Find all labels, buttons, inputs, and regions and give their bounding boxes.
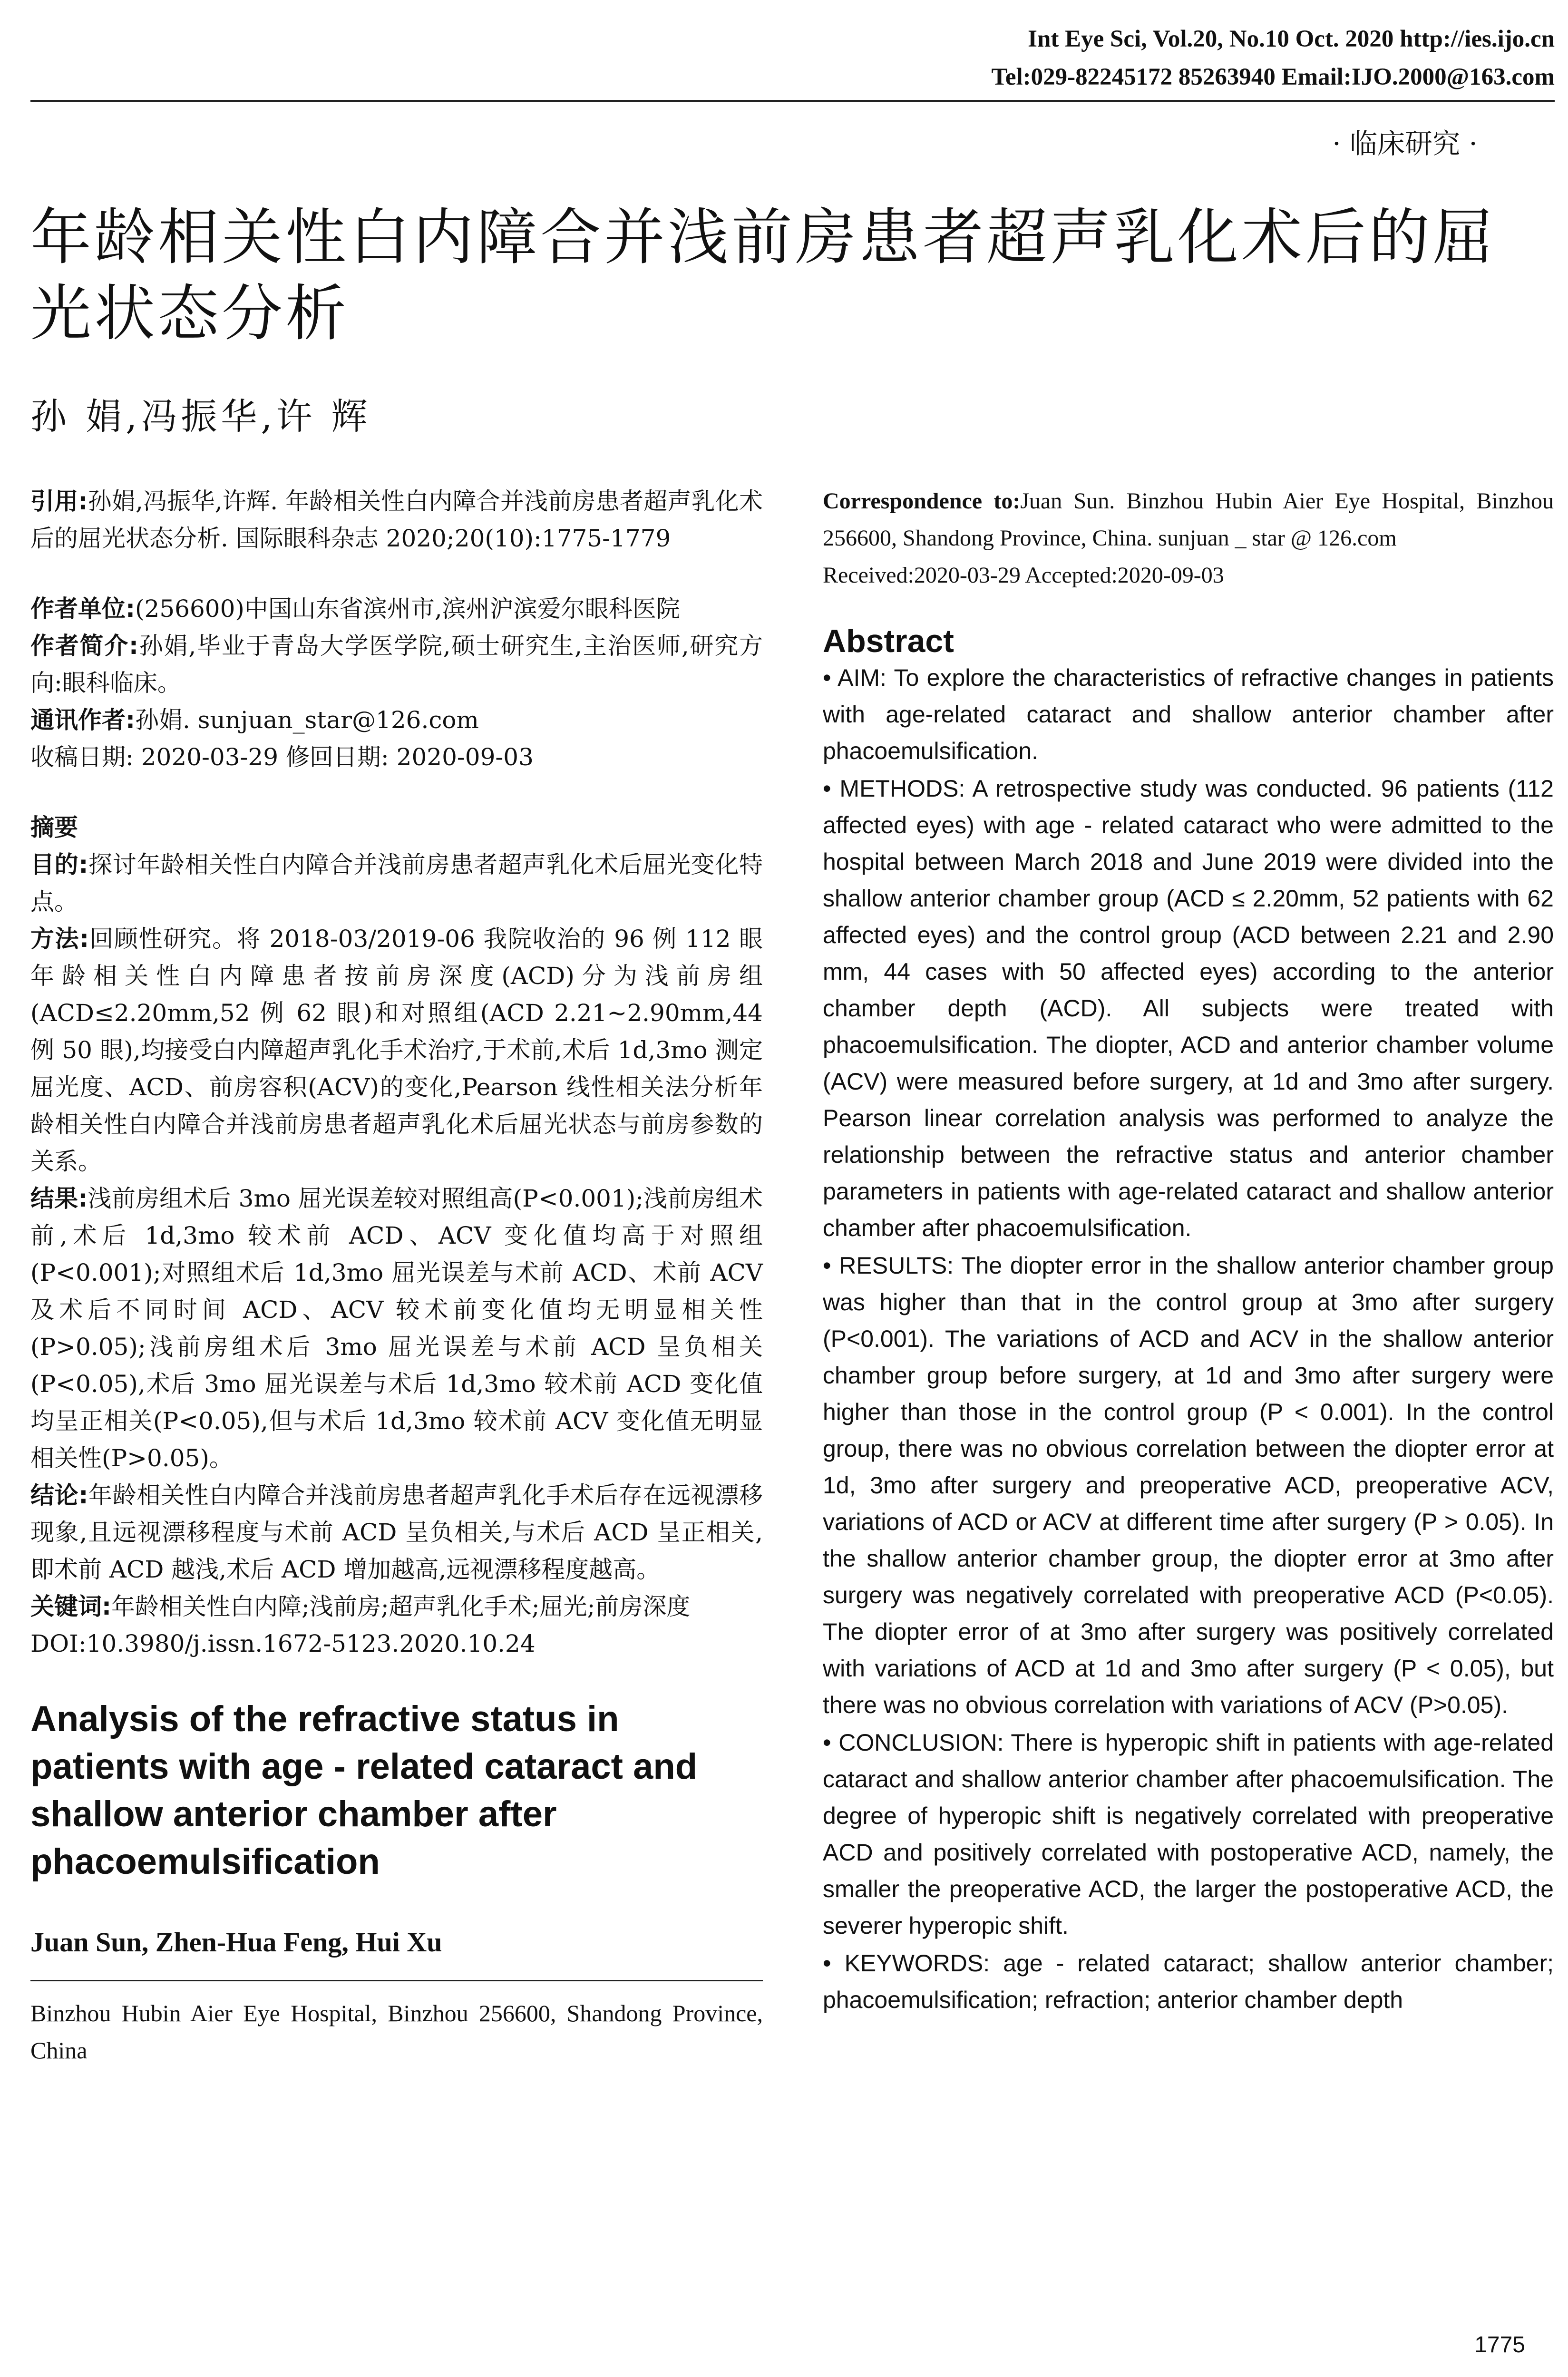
- keywords-cn-label: 关键词:: [30, 1593, 111, 1620]
- author-bio: [30, 627, 763, 701]
- journal-header: [991, 20, 1555, 96]
- right-column: [823, 483, 1554, 2019]
- journal-header-line1: Int Eye Sci, Vol.20, No.10 Oct. 2020 http://ies.ijo.cn: [1028, 26, 1555, 52]
- received-revised-dates: 收稿日期: 2020-03-29 修回日期: 2020-09-03: [30, 743, 534, 771]
- affiliation-en: Binzhou Hubin Aier Eye Hospital, Binzhou 256600, Shandong Province, China: [30, 2000, 763, 2064]
- authors-cn: 孙 娟,冯振华,许 辉: [30, 395, 371, 438]
- abstract-heading-en: Abstract: [823, 623, 954, 659]
- received-accepted-dates: Received:2020-03-29 Accepted:2020-09-03: [823, 563, 1224, 588]
- methods-cn: [30, 920, 763, 1180]
- corresponding-author-text: 孙娟. sunjuan_star@126.com: [135, 706, 479, 734]
- left-column: [30, 483, 763, 2069]
- author-bio-text: 孙娟,毕业于青岛大学医学院,硕士研究生,主治医师,研究方向:眼科临床。: [30, 632, 763, 697]
- corresponding-author: [30, 701, 763, 739]
- header-rule: [30, 100, 1555, 102]
- aim-cn: [30, 846, 763, 920]
- corresponding-author-label: 通讯作者:: [30, 706, 135, 734]
- abstract-en: [823, 660, 1554, 2018]
- aim-en: • AIM: To explore the characteristics of refractive changes in patients with age-related cataract and shallow anterior chamber after phacoemulsification.: [823, 664, 1554, 764]
- aim-cn-label: 目的:: [30, 851, 88, 878]
- keywords-en: • KEYWORDS: age - related cataract; shallow anterior chamber; phacoemulsification; refraction; anterior chamber depth: [823, 1950, 1554, 2013]
- citation-label: 引用:: [30, 487, 88, 515]
- doi: DOI:10.3980/j.issn.1672-5123.2020.10.24: [30, 1630, 536, 1657]
- methods-cn-text: 回顾性研究。将 2018-03/2019-06 我院收治的 96 例 112 眼年龄相关性白内障患者按前房深度(ACD)分为浅前房组(ACD≤2.20mm,52 例 62 眼)和对照组(ACD 2.21~2.90mm,44 例 50 眼),均接受白内障超声乳化手术治疗,于术前,术后 1d,3mo 测定屈光度、ACD、前房容积(ACV)的变化,Pearson 线性相关法分析年龄相关性白内障合并浅前房患者超声乳化术后屈光状态与前房参数的关系。: [30, 925, 763, 1175]
- abstract-heading-cn: 摘要: [30, 814, 78, 841]
- correspondence-en: [823, 483, 1554, 557]
- results-cn: [30, 1180, 763, 1477]
- conclusion-cn-text: 年龄相关性白内障合并浅前房患者超声乳化手术后存在远视漂移现象,且远视漂移程度与术前 ACD 呈负相关,与术后 ACD 呈正相关,即术前 ACD 越浅,术后 ACD 增加越高,远视漂移程度越高。: [30, 1481, 763, 1583]
- conclusion-cn-label: 结论:: [30, 1481, 88, 1509]
- correspondence-en-label: Correspondence to:: [823, 488, 1021, 514]
- methods-en: • METHODS: A retrospective study was conducted. 96 patients (112 affected eyes) with age - related cataract who were admitted to the hospital between March 2018 and June 2019 were divided into the shallow anterior chamber group (ACD ≤ 2.20mm, 52 patients with 62 affected eyes) and the control group (ACD between 2.21 and 2.90 mm, 44 cases with 50 affected eyes) according to the anterior chamber depth (ACD). All subjects were treated with phacoemulsification. The diopter, ACD and anterior chamber volume (ACV) were measured before surgery, at 1d and 3mo after surgery. Pearson linear correlation analysis was performed to analyze the relationship between the refractive status and anterior chamber parameters in patients with age-related cataract and shallow anterior chamber after phacoemulsification.: [823, 775, 1554, 1241]
- authors-en: Juan Sun, Zhen-Hua Feng, Hui Xu: [30, 1927, 442, 1958]
- results-cn-text: 浅前房组术后 3mo 屈光误差较对照组高(P<0.001);浅前房组术前,术后 1d,3mo 较术前 ACD、ACV 变化值均高于对照组(P<0.001);对照组术后 1d,3mo 屈光误差与术前 ACD、术前 ACV 及术后不同时间 ACD、ACV 较术前变化值均无明显相关性(P>0.05);浅前房组术后 3mo 屈光误差与术前 ACD 呈负相关(P<0.05),术后 3mo 屈光误差与术后 1d,3mo 较术前 ACD 变化值均呈正相关(P<0.05),但与术后 1d,3mo 较术前 ACV 变化值无明显相关性(P>0.05)。: [30, 1185, 763, 1472]
- conclusion-en: • CONCLUSION: There is hyperopic shift in patients with age-related cataract and shallow anterior chamber after phacoemulsification. The degree of hyperopic shift is negatively correlated with preoperative ACD and positively correlated with postoperative ACD, namely, the smaller the preoperative ACD, the larger the postoperative ACD, the severer hyperopic shift.: [823, 1729, 1554, 1939]
- aim-cn-text: 探讨年龄相关性白内障合并浅前房患者超声乳化术后屈光变化特点。: [30, 851, 763, 916]
- section-label: · 临床研究 ·: [1332, 127, 1478, 160]
- citation-text: 孙娟,冯振华,许辉. 年龄相关性白内障合并浅前房患者超声乳化术后的屈光状态分析. 国际眼科杂志 2020;20(10):1775-1779: [30, 487, 763, 552]
- conclusion-cn: [30, 1477, 763, 1588]
- journal-header-line2: Tel:029-82245172 85263940 Email:IJO.2000@163.com: [991, 64, 1555, 90]
- citation: [30, 483, 763, 557]
- results-cn-label: 结果:: [30, 1185, 88, 1212]
- correspondence-en-text: Juan Sun. Binzhou Hubin Aier Eye Hospital, Binzhou 256600, Shandong Province, China. sunjuan _ star @ 126.com: [823, 488, 1554, 551]
- methods-cn-label: 方法:: [30, 925, 89, 953]
- results-en: • RESULTS: The diopter error in the shallow anterior chamber group was higher than that in the control group at 3mo after surgery (P<0.001). The variations of ACD and ACV in the shallow anterior chamber group before surgery, at 1d and 3mo after surgery were higher than those in the control group (P < 0.001). In the control group, there was no obvious correlation between the diopter error at 1d, 3mo after surgery and preoperative ACD, preoperative ACV, variations of ACD or ACV at different time after surgery (P > 0.05). In the shallow anterior chamber group, the diopter error at 3mo after surgery was negatively correlated with preoperative ACD (P<0.05). The diopter error of at 3mo after surgery was positively correlated with variations of ACD at 1d and 3mo after surgery (P < 0.05), but there was no obvious correlation with variations of ACV (P>0.05).: [823, 1252, 1554, 1718]
- author-unit-text: (256600)中国山东省滨州市,滨州沪滨爱尔眼科医院: [135, 595, 680, 623]
- author-bio-label: 作者简介:: [30, 632, 139, 660]
- author-unit: [30, 590, 763, 627]
- article-title-en: Analysis of the refractive status in patients with age - related cataract and shallow anterior chamber after phacoemulsification: [30, 1699, 698, 1882]
- keywords-cn-text: 年龄相关性白内障;浅前房;超声乳化手术;屈光;前房深度: [111, 1593, 691, 1620]
- page-number: 1775: [1474, 2332, 1525, 2358]
- keywords-cn: [30, 1588, 763, 1625]
- article-title-cn: 年龄相关性白内障合并浅前房患者超声乳化术后的屈光状态分析: [30, 202, 1497, 349]
- author-unit-label: 作者单位:: [30, 595, 135, 623]
- affiliation-rule: [30, 1980, 763, 1981]
